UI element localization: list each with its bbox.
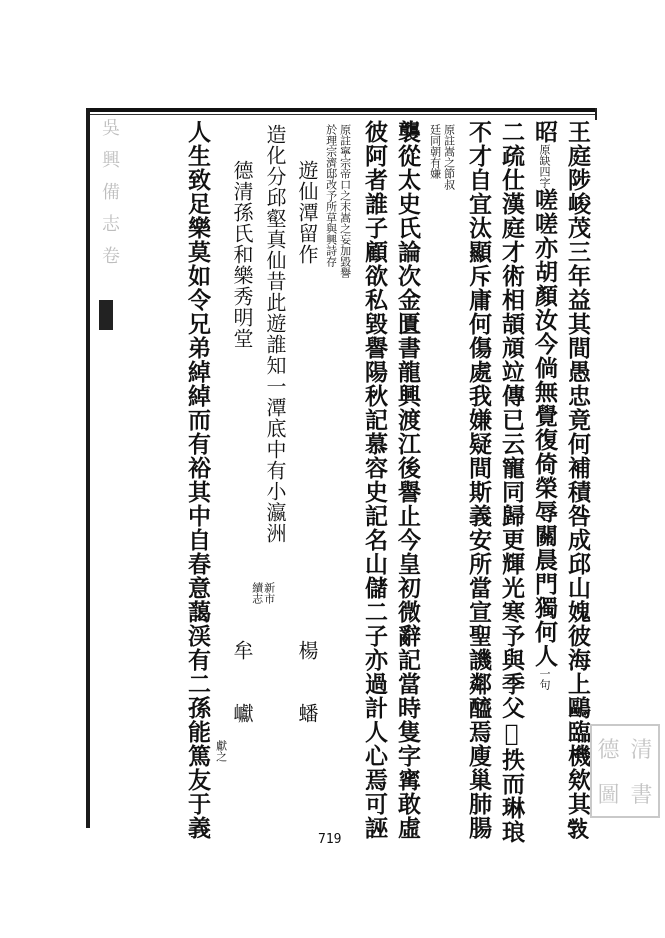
page-number: 719 bbox=[318, 832, 342, 847]
top-border bbox=[88, 108, 595, 112]
poem-author-2: 牟 巘 bbox=[230, 640, 254, 724]
binding-margin-mark bbox=[99, 300, 113, 330]
text-column-2 bbox=[533, 120, 556, 690]
left-border bbox=[86, 108, 90, 828]
stamp-char-4: 書 bbox=[630, 783, 653, 808]
column-10-note-a: 新市 bbox=[262, 582, 276, 604]
column-10-note-b: 續志 bbox=[250, 582, 264, 604]
poem-title-1: 遊仙潭留作 bbox=[295, 160, 319, 265]
annotation-column-8a: 原註寧宗帝口之末嵩之妄加毀譽 bbox=[338, 124, 352, 278]
column-2-note bbox=[538, 144, 550, 188]
stamp-char-2: 清 bbox=[630, 738, 653, 763]
stamp-char-3: 圖 bbox=[597, 783, 620, 808]
text-column-12: 人生致足樂莫如令兄弟綽綽而有裕其中自春意藹渓有二孫能篤友于義 bbox=[184, 120, 211, 840]
poem-author-1: 楊 蟠 bbox=[295, 640, 319, 724]
column-10-body: 造化分邱壑真仙昔此遊誰知一潭底中有小瀛洲 bbox=[263, 124, 287, 544]
poem-title-2: 德清孫氏和樂秀明堂 bbox=[230, 160, 254, 349]
top-border-inner bbox=[88, 114, 595, 115]
poem-author-2-note: 獻之 bbox=[214, 740, 228, 762]
column-2-tail: 句 bbox=[538, 679, 551, 690]
text-column-1: 王庭陟峻茂三年益其間愚忠竟何補積咎成邱山媿彼海上鷗臨機欸其𢽾 bbox=[564, 120, 591, 840]
library-stamp bbox=[590, 724, 660, 818]
column-2-tail-note bbox=[538, 668, 550, 690]
text-column-7: 彼阿者誰子顧欲私毀譽陽秋記慕容史記名山儲二子亦過計人心焉可誣 bbox=[361, 120, 388, 840]
column-2-tail-label: 一 bbox=[538, 668, 551, 679]
annotation-column-8b: 於理宗濟邸改予所草與興詩存 bbox=[324, 124, 338, 267]
text-column-3: 二疏仕漢庭才術相頡頏竝傳已云寵同歸更輝光寒予與季父𢧐抶而琳琅 bbox=[498, 120, 525, 844]
top-border-corner bbox=[595, 108, 597, 120]
text-column-10 bbox=[265, 124, 285, 544]
text-column-6: 襲從太史氏論次金匱書龍興渡江後譽止今皇初微辭記當時隻字寗敢虛 bbox=[394, 120, 421, 840]
text-column-4: 不才自宜汰顯斥庸何傷處我嫌疑間斯義安所當宣聖譏鄰醯焉廋巢肺腸 bbox=[465, 120, 492, 840]
column-2-note-line-1: 原缺 bbox=[538, 144, 551, 166]
binding-margin-text: 吳興備志卷 bbox=[99, 118, 120, 278]
annotation-column-5a: 原註嵩之節叔 bbox=[442, 124, 456, 190]
column-2-head: 昭 bbox=[531, 120, 558, 144]
column-2-note-line-2: 四字 bbox=[538, 166, 551, 188]
stamp-char-1: 德 bbox=[597, 738, 620, 763]
column-2-body: 嗟嗟亦胡顏汝今倘無覺復倚榮辱關晨門獨何人 bbox=[531, 188, 558, 668]
annotation-column-5b: 廷同朝有嫌 bbox=[428, 124, 442, 179]
